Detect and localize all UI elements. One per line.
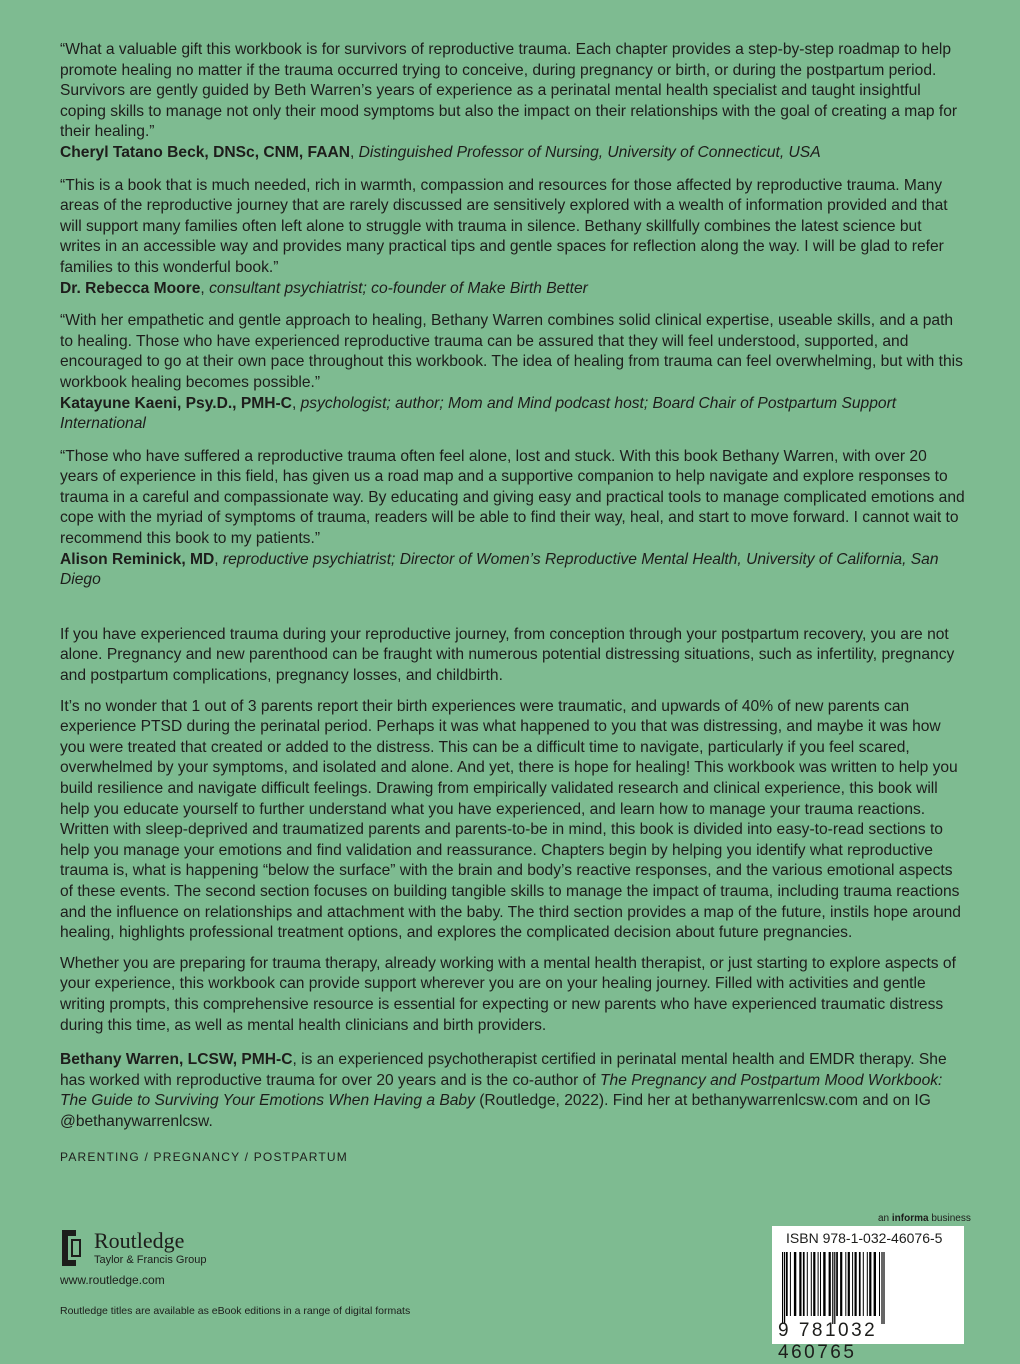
endorsement-quote: “What a valuable gift this workbook is for survivors of reproductive trauma. Each chapter provides a step-by-step roadmap to help promote healing no matter if the trauma occurred trying to conceive, during pregnancy or birth, or during the postpartum period. Survivors are gently guided by Beth Warren’s years of experience as a perinatal mental health specialist and taught insightful coping skills to manage not only their mood symptoms but also the impact on their relationships with the goal of creating a map for their healing.” [60,41,958,141]
endorsement-1 [60,40,965,164]
barcode-guard-bar [784,1252,785,1324]
routledge-logo-icon [60,1228,82,1268]
barcode-bar [823,1252,825,1316]
barcode-guard-bar [782,1252,783,1324]
bio-text: (Routledge, 2022). Find her at bethanywarrenlcsw.com and on IG @bethanywarrenlcsw. [60,1092,931,1130]
barcode-bar [836,1252,838,1316]
description-paragraph: If you have experienced trauma during your reproductive journey, from conception through your postpartum recovery, you are not alone. Pregnancy and new parenthood can be fraught with numerous potential distressing situations, such as infertility, pregnancy and postpartum complications, pregnancy losses, and childbirth. [60,625,955,685]
barcode-bar [840,1252,842,1316]
barcode-icon [780,1252,956,1324]
endorser-name: Alison Reminick, MD [60,550,215,568]
barcode-bar [813,1252,815,1316]
author-bio [60,1050,965,1132]
barcode-bar [790,1252,791,1316]
barcode-bar [869,1252,871,1316]
endorser-name: Katayune Kaeni, Psy.D., PMH-C [60,394,292,412]
barcode-bar [879,1252,880,1316]
barcode-bar [845,1252,846,1316]
barcode-bar [818,1252,819,1316]
endorsement-attribution: Dr. Rebecca Moore, consultant psychiatrist; co-founder of Make Birth Better [60,279,588,297]
endorsement-2 [60,176,965,300]
barcode-bar [874,1252,876,1316]
barcode-bar [811,1252,812,1316]
barcode-bar [786,1252,788,1316]
barcode-bar [867,1252,868,1316]
endorsement-quote: “With her empathetic and gentle approach to healing, Bethany Warren combines solid clinical expertise, useable skills, and a path to healing. Those who have experienced reproductive trauma can be assured that they will feel understood, supported, and encouraged to go at their own pace throughout this workbook. The idea of healing from trauma can feel overwhelming, but with this workbook healing becomes possible.” [60,312,963,391]
barcode-bar [829,1252,831,1316]
isbn-label: ISBN 978-1-032-46076-5 [786,1230,943,1246]
barcode-guard-bar [881,1252,882,1324]
endorsement-3 [60,311,965,435]
description-paragraph: It’s no wonder that 1 out of 3 parents report their birth experiences were traumatic, and upwards of 40% of new parents can experience PTSD during the perinatal period. Perhaps it was what happened to you that was distressing, and maybe it was how you were treated that created or added to the distress. This can be a difficult time to navigate, particularly if you feel scared, overwhelmed by your symptoms, and isolated and alone. And yet, there is hope for healing! This workbook was written to help you build resilience and navigate difficult feelings. Drawing from empirically validated research and clinical experience, this book will help you educate yourself to further understand what you have experienced, and learn how to manage your trauma reactions. Written with sleep-deprived and traumatized parents and parents-to-be in mind, this book is divided into easy-to-read sections to help you manage your emotions and find validation and reassurance. Chapters begin by helping you identify what reproductive trauma is, what is happening “below the surface” with the brain and body’s reactive responses, and the various emotional aspects of these events. The second section focuses on building tangible skills to manage the impact of trauma, including trauma reactions and the influence on relationships and attachment with the baby. The third section provides a map of the future, instils hope around healing, highlights professional treatment options, and explores the complicated decision about future pregnancies. [60,697,961,942]
endorsement-attribution: Alison Reminick, MD, reproductive psychiatrist; Director of Women’s Reproductive Mental Health, University of California, San Diego [60,550,939,589]
endorsement-quote: “This is a book that is much needed, rich in warmth, compassion and resources for those affected by reproductive trauma. Many areas of the reproductive journey that are rarely discussed are sensitively explored with a wealth of information provided and that will support many families often left alone to struggle with trauma in silence. Bethany skillfully combines the latest science but writes in an accessible way and provides many practical tips and gentle spaces for reflection along the way. I will be glad to refer families to this wonderful book.” [60,176,948,276]
informa-suffix: business [928,1213,971,1224]
previous-book-title: The Pregnancy and Postpartum Mood Workbook: The Guide to Surviving Your Emotions When Having a Baby [60,1071,943,1110]
endorsement-quote: “Those who have suffered a reproductive trauma often feel alone, lost and stuck. With this book Bethany Warren, with over 20 years of experience in this field, has given us a road map and a supportive companion to help navigate and explore responses to trauma in a careful and compassionate way. By educating and giving easy and practical tools to manage complicated emotions and cope with the myriad of symptoms of trauma, readers will be able to find their way, heal, and start to move forward. I cannot wait to recommend this book to my patients.” [60,447,965,548]
endorsement-attribution: Katayune Kaeni, Psy.D., PMH-C, psychologist; author; Mom and Mind podcast host; Board Chair of Postpartum Support International [60,394,897,433]
bio-text: , is an experienced psychotherapist certified in perinatal mental health and EMDR therapy. She has worked with reproductive trauma for over 20 years and is the co-author of [60,1051,947,1089]
informa-tagline [878,1213,971,1224]
barcode-guard-bar [834,1252,835,1324]
barcode-bar [859,1252,861,1316]
endorser-role: consultant psychiatrist; co-founder of Make Birth Better [209,279,588,297]
informa-prefix: an [878,1213,892,1224]
endorser-role: Distinguished Professor of Nursing, University of Connecticut, USA [358,143,821,161]
barcode-bar [848,1252,850,1316]
author-name: Bethany Warren, LCSW, PMH-C [60,1051,293,1069]
barcode-bar [852,1252,853,1316]
publisher-url: www.routledge.com [60,1273,165,1287]
barcode-bar [863,1252,864,1316]
description-paragraph: Whether you are preparing for trauma therapy, already working with a mental health therapist, or just starting to explore aspects of your experience, this workbook can provide support wherever you are on your healing journey. Filled with activities and gentle writing prompts, this comprehensive resource is essential for expecting or new parents who have experienced traumatic distress during this time, as well as mental health clinicians and birth providers. [60,954,956,1034]
barcode-bar [807,1252,808,1316]
barcode-bar [803,1252,805,1316]
publisher-logo [60,1224,280,1274]
barcode-guard-bar [883,1252,884,1324]
subject-categories: PARENTING / PREGNANCY / POSTPARTUM [60,1149,348,1164]
back-cover-text [60,40,965,1167]
ebook-note: Routledge titles are available as eBook editions in a range of digital formats [60,1305,411,1317]
endorser-role: psychologist; author; Mom and Mind podcast host; Board Chair of Postpartum Support International [60,394,897,433]
barcode-bar [820,1252,821,1316]
informa-word: informa [891,1213,929,1224]
barcode-bar [794,1252,796,1316]
publisher-group: Taylor & Francis Group [94,1254,207,1266]
endorser-name: Cheryl Tatano Beck, DNSc, CNM, FAAN [60,143,350,161]
publisher-name: Routledge [94,1228,185,1253]
isbn-digits: 9 781032 460765 [778,1320,878,1363]
barcode-guard-bar [832,1252,833,1324]
endorser-name: Dr. Rebecca Moore [60,279,201,297]
barcode-bar [855,1252,857,1316]
isbn-barcode-box [772,1226,964,1363]
barcode-bar [799,1252,801,1316]
endorsement-4 [60,447,965,591]
endorsement-attribution: Cheryl Tatano Beck, DNSc, CNM, FAAN, Distinguished Professor of Nursing, University of Connecticut, USA [60,143,821,161]
endorser-role: reproductive psychiatrist; Director of Women’s Reproductive Mental Health, University of California, San Diego [60,550,939,589]
